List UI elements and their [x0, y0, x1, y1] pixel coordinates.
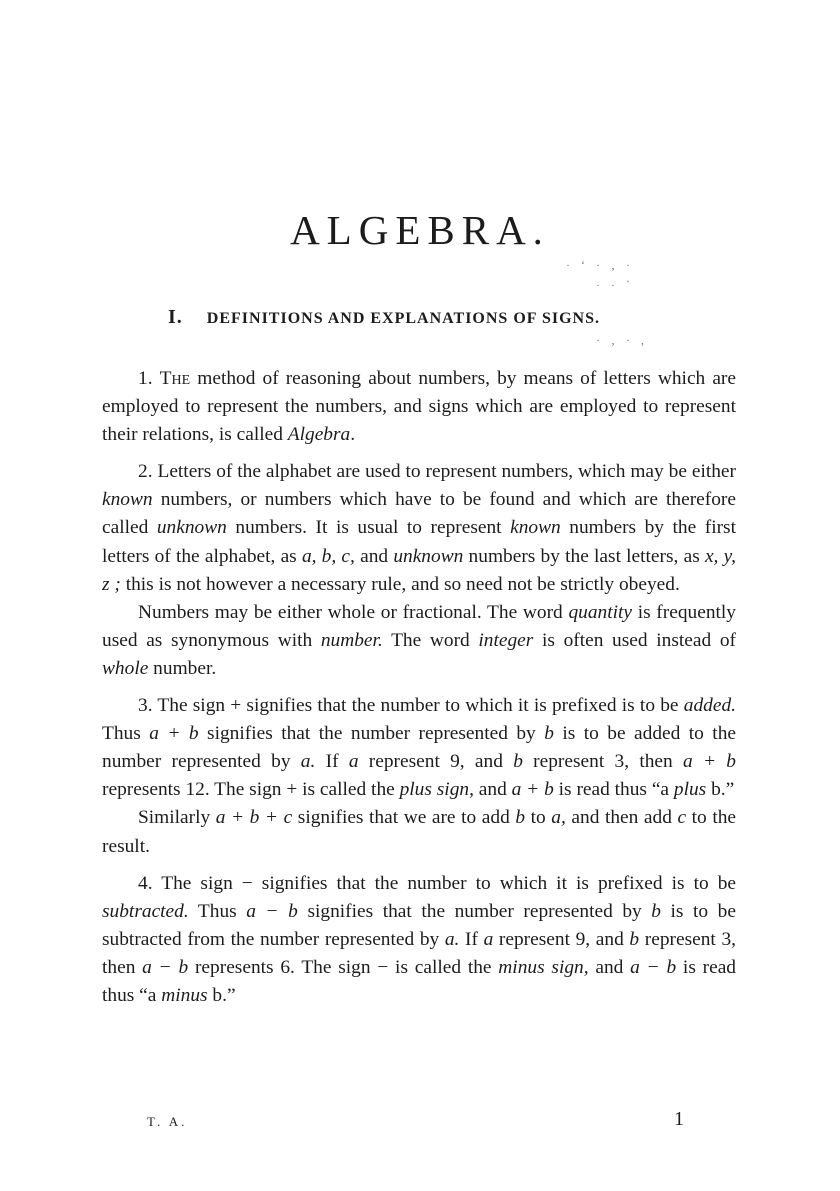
paragraph-3b: Similarly a + b + c signifies that we are to add b to a, and then add c to the result. [102, 807, 737, 857]
print-specks: · · ˋ [596, 278, 634, 292]
paragraph-2b: Numbers may be either whole or fractional. The word quantity is frequently used as synonymous with number. The word integer is often used instead of whole number. [102, 601, 736, 679]
paragraph-4: 4. The sign − signifies that the number to which it is prefixed is to be subtracted. Thus a − b signifies that the number represented by b is to be subtracted from the number represented by a. If a represent 9, and b represent 3, then a − b represents 6. The sign − is called the minus sign, and a − b is read thus “a minus b.” [102, 872, 737, 1006]
page-title: ALGEBRA. [290, 207, 550, 253]
print-specks: · ‘ · ‚ · [566, 258, 634, 272]
printer-signature: T. A. [147, 1114, 188, 1129]
section-title: DEFINITIONS AND EXPLANATIONS OF SIGNS. [206, 310, 600, 327]
paragraph-3: 3. The sign + signifies that the number to which it is prefixed is to be added. Thus a + b signifies that the number represented by b is to be added to the number represented by a. If a represent 9, and b represent 3, then a + b represents 12. The sign + is called the plus sign, and a + b is read thus “a plus b.” [102, 695, 736, 801]
paragraph-1: 1. The method of reasoning about numbers, by means of letters which are employed to represent the numbers, and signs which are employed to represent their relations, is called Algebra. [102, 368, 736, 446]
print-specks: · ‚ · , [596, 333, 648, 347]
paragraph-2: 2. Letters of the alphabet are used to represent numbers, which may be either known numbers, or numbers which have to be found and which are therefore called unknown numbers. It is usual to represent known numbers by the first letters of the alphabet, as a, b, c, and unknown numbers by the last letters, as x, y, z ; this is not however a necessary rule, and so need not be strictly obeyed. [102, 461, 736, 595]
section-heading [168, 306, 750, 329]
page-number: 1 [674, 1108, 684, 1130]
body-text [102, 365, 736, 1010]
section-number: I. [168, 306, 183, 328]
